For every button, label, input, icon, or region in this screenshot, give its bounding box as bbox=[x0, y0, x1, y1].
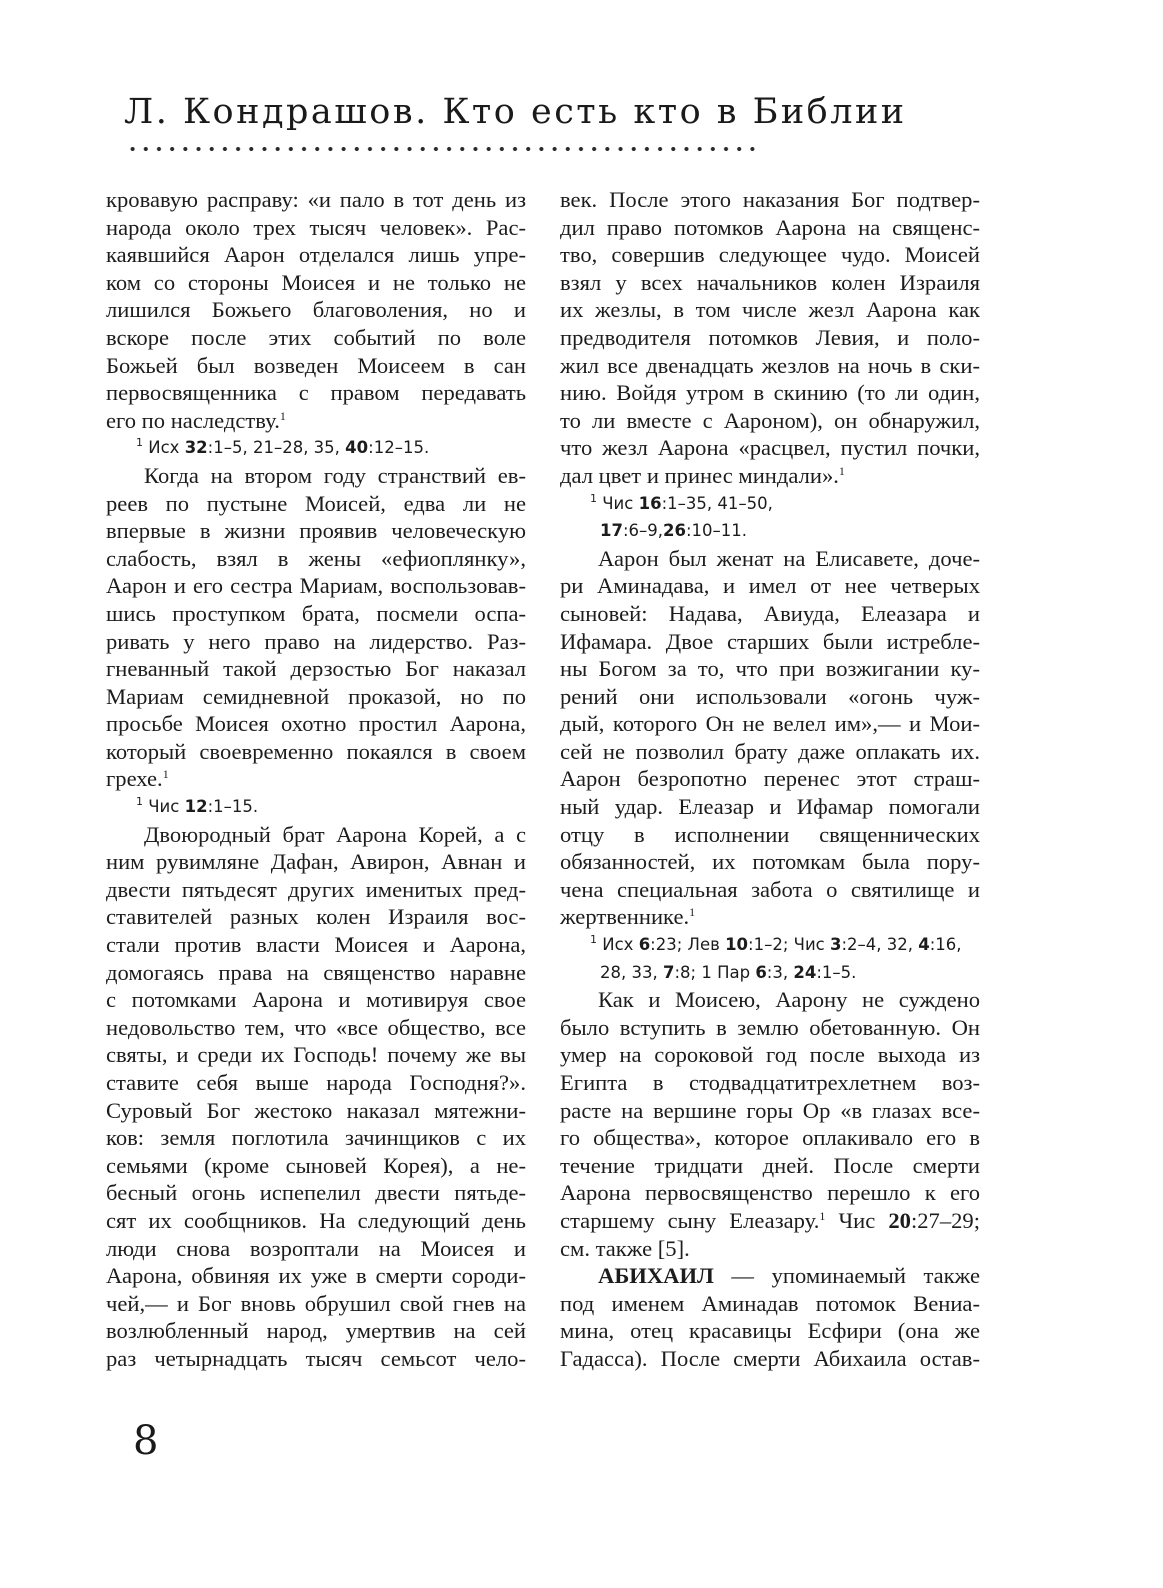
chapter-number: 32 bbox=[184, 438, 208, 458]
line-text: сей не позволил брату даже оплакать их. bbox=[560, 738, 980, 764]
reference-text: :10–11. bbox=[686, 521, 748, 541]
line-text: вскоре после этих событий по воле bbox=[106, 324, 526, 350]
line-text: с потомками Аарона и мотивируя свое bbox=[106, 987, 526, 1013]
reference-text: 28, 33, bbox=[600, 962, 663, 982]
chapter-number: 6 bbox=[638, 935, 651, 955]
text-line bbox=[560, 186, 980, 214]
reference-text: Исх bbox=[148, 438, 185, 458]
text-line bbox=[106, 821, 526, 849]
line-text: течение тридцати дней. После смерти bbox=[560, 1152, 980, 1178]
text-line bbox=[106, 352, 526, 380]
reference-text: :6–9, bbox=[622, 521, 664, 541]
footnote-line bbox=[560, 931, 980, 959]
line-text: домогаясь права на священство наравне bbox=[106, 959, 526, 985]
text-line bbox=[560, 821, 980, 849]
text-line bbox=[106, 1262, 526, 1290]
footnote-line bbox=[106, 434, 526, 462]
footnote-line bbox=[106, 793, 526, 821]
text-line bbox=[560, 738, 980, 766]
text-line bbox=[560, 324, 980, 352]
text-line bbox=[106, 683, 526, 711]
line-text: сыновей: Надава, Авиуда, Елеазара и bbox=[560, 600, 980, 626]
chapter-number: 3 bbox=[830, 935, 842, 955]
text-line bbox=[106, 1014, 526, 1042]
line-text: отцу в исполнении священнических bbox=[560, 821, 980, 847]
text-line bbox=[106, 1345, 526, 1373]
line-text: что жезл Аарона «расцвел, пустил почки, bbox=[560, 435, 980, 461]
text-line bbox=[106, 1041, 526, 1069]
line-text: ный удар. Елеазар и Ифамар помогали bbox=[560, 794, 980, 820]
text-line bbox=[106, 517, 526, 545]
line-text: народа около трех тысяч человек». Рас- bbox=[106, 214, 526, 240]
right-column bbox=[560, 186, 980, 1373]
text-line bbox=[106, 628, 526, 656]
line-text: ком со стороны Моисея и не только не bbox=[106, 269, 526, 295]
text-line bbox=[106, 1317, 526, 1345]
text-line bbox=[106, 545, 526, 573]
line-text: недовольство тем, что «все общество, все bbox=[106, 1014, 526, 1040]
line-text: дый, которого Он не велел им»,— и Мои- bbox=[560, 711, 980, 737]
line-text: умер на сороковой год после выхода из bbox=[560, 1042, 980, 1068]
reference-text: :12–15. bbox=[368, 438, 430, 458]
line-text: гневанный такой дерзостью Бог наказал bbox=[106, 656, 526, 682]
text-line bbox=[560, 1124, 980, 1152]
line-text: обязанностей, их потомкам была пору- bbox=[560, 849, 980, 875]
line-text: Божьей был возведен Моисеем в сан bbox=[106, 352, 526, 378]
text-line bbox=[560, 434, 980, 462]
line-text: дал цвет и принес миндали». bbox=[560, 462, 839, 488]
text-line bbox=[560, 876, 980, 904]
bold-text: 20 bbox=[888, 1207, 911, 1233]
footnote-marker: 1 bbox=[136, 436, 143, 450]
text-line bbox=[106, 710, 526, 738]
line-text: век. После этого наказания Бог подтвер- bbox=[560, 187, 980, 212]
line-text: было вступить в землю обетованную. Он bbox=[560, 1014, 980, 1040]
line-text: жил все двенадцать жезлов на ночь в ски- bbox=[560, 352, 980, 378]
text-line bbox=[106, 986, 526, 1014]
text-line bbox=[560, 572, 980, 600]
footnote-marker: 1 bbox=[279, 408, 286, 423]
chapter-number: 16 bbox=[638, 493, 662, 513]
text-line bbox=[560, 1207, 980, 1235]
footnote-marker: 1 bbox=[819, 1208, 826, 1223]
text-line bbox=[106, 269, 526, 297]
text-line bbox=[106, 959, 526, 987]
text-line bbox=[560, 793, 980, 821]
text-line bbox=[106, 738, 526, 766]
line-text: каявшийся Аарон отделался лишь упре- bbox=[106, 242, 526, 268]
line-text: ков: земля поглотила зачинщиков с их bbox=[106, 1125, 526, 1151]
text-line bbox=[106, 1235, 526, 1263]
text-line bbox=[106, 600, 526, 628]
line-text: его по наследству. bbox=[106, 407, 280, 433]
text-line bbox=[560, 1262, 980, 1290]
line-text: нию. Войдя утром в скинию (то ли один, bbox=[560, 380, 980, 406]
text-line bbox=[560, 1235, 980, 1263]
text-line bbox=[560, 848, 980, 876]
line-text: жертвеннике. bbox=[560, 904, 690, 930]
footnote-marker: 1 bbox=[838, 463, 845, 478]
reference-text: :1–15. bbox=[207, 797, 259, 817]
text-line bbox=[560, 352, 980, 380]
text-line bbox=[560, 407, 980, 435]
footnote-marker: 1 bbox=[590, 933, 597, 947]
text-line bbox=[560, 296, 980, 324]
text-line bbox=[106, 462, 526, 490]
chapter-number: 4 bbox=[918, 935, 930, 955]
reference-text: Исх bbox=[602, 935, 639, 955]
line-text: люди снова возроптали на Моисея и bbox=[106, 1235, 526, 1261]
text-line bbox=[106, 296, 526, 324]
line-text: чей,— и Бог вновь обрушил свой гнев на bbox=[106, 1290, 526, 1316]
line-text: бесный огонь испепелил двести пятьде- bbox=[106, 1180, 526, 1206]
line-text: грехе. bbox=[106, 766, 163, 792]
footnote-marker: 1 bbox=[590, 491, 597, 505]
line-text: сят их сообщников. На следующий день bbox=[106, 1207, 526, 1233]
chapter-number: 26 bbox=[663, 521, 686, 541]
text-line bbox=[106, 572, 526, 600]
text-line bbox=[106, 1124, 526, 1152]
chapter-number: 24 bbox=[793, 962, 817, 982]
reference-text: :3, bbox=[766, 962, 794, 982]
reference-text: :1–5, 21–28, 35, bbox=[207, 438, 346, 458]
text-line bbox=[106, 379, 526, 407]
footnote-marker: 1 bbox=[162, 767, 169, 782]
reference-text: :1–2; Чис bbox=[748, 935, 830, 955]
text-line bbox=[106, 1207, 526, 1235]
text-line bbox=[106, 876, 526, 904]
line-text: :27–29; bbox=[910, 1207, 980, 1233]
footnote-line bbox=[560, 490, 980, 518]
text-line bbox=[106, 407, 526, 435]
text-line bbox=[560, 241, 980, 269]
text-line bbox=[106, 241, 526, 269]
line-text: ны Богом за то, что при возжигании ку- bbox=[560, 656, 980, 682]
chapter-number: 12 bbox=[184, 797, 208, 817]
line-text: Чис bbox=[825, 1207, 889, 1233]
chapter-number: 6 bbox=[755, 962, 767, 982]
text-line bbox=[106, 1097, 526, 1125]
text-line bbox=[560, 1317, 980, 1345]
page-number: 8 bbox=[133, 1418, 159, 1464]
line-text: просьбе Моисея охотно простил Аарона, bbox=[106, 711, 526, 737]
line-text: первосвященника с правом передавать bbox=[106, 380, 526, 406]
footnote-line bbox=[560, 517, 980, 545]
text-line bbox=[106, 214, 526, 242]
text-line bbox=[560, 683, 980, 711]
line-text: Ифамара. Двое старших были истребле- bbox=[560, 628, 980, 654]
chapter-number: 10 bbox=[725, 935, 749, 955]
text-line bbox=[560, 710, 980, 738]
text-line bbox=[106, 1069, 526, 1097]
line-text: ставителей разных колен Израиля вос- bbox=[106, 904, 526, 930]
text-line bbox=[106, 903, 526, 931]
line-text: взял у всех начальников колен Израиля bbox=[560, 269, 980, 295]
line-text: Аарона, обвиняя их уже в смерти сороди- bbox=[106, 1263, 526, 1289]
text-line bbox=[106, 931, 526, 959]
line-text: ним рувимляне Дафан, Авирон, Авнан и bbox=[106, 849, 526, 875]
text-line bbox=[560, 903, 980, 931]
line-text: святы, и среди их Господь! почему же вы bbox=[106, 1042, 526, 1068]
reference-text: Чис bbox=[148, 797, 185, 817]
text-line bbox=[560, 1152, 980, 1180]
line-text: Аарон и его сестра Мариам, воспользовав- bbox=[106, 573, 526, 599]
text-line bbox=[560, 269, 980, 297]
line-text: Аарон безропотно перенес этот страш- bbox=[560, 766, 980, 792]
line-text: лишился Божьего благоволения, но и bbox=[106, 297, 526, 323]
text-line bbox=[106, 1290, 526, 1318]
line-text: Мариам семидневной проказой, но по bbox=[106, 683, 526, 709]
text-line bbox=[106, 1179, 526, 1207]
line-text: рений они использовали «огонь чуж- bbox=[560, 683, 980, 709]
footnote-marker: 1 bbox=[136, 795, 143, 809]
reference-text: :1–5. bbox=[816, 962, 857, 982]
line-text: который своевременно покаялся в своем bbox=[106, 738, 526, 764]
line-text: раз четырнадцать тысяч семьсот чело- bbox=[106, 1345, 526, 1371]
line-text: реев по пустыне Моисей, едва ли не bbox=[106, 490, 526, 516]
line-text: дил право потомков Аарона на священс- bbox=[560, 214, 980, 240]
line-text: впервые в жизни проявив человеческую bbox=[106, 518, 526, 544]
line-text: семьями (кроме сыновей Корея), а не- bbox=[106, 1152, 526, 1178]
text-line bbox=[560, 1179, 980, 1207]
line-text: ри Аминадава, и имел от нее четверых bbox=[560, 573, 980, 599]
reference-text: Чис bbox=[602, 493, 639, 513]
line-text: ставите себя выше народа Господня?». bbox=[106, 1070, 526, 1095]
dotted-rule bbox=[126, 146, 760, 152]
reference-text: :23; Лев bbox=[650, 935, 726, 955]
line-text: под именем Аминадав потомок Вениа- bbox=[560, 1290, 980, 1316]
line-text: — упоминаемый также bbox=[713, 1263, 980, 1289]
line-text: расте на вершине горы Ор «в глазах все- bbox=[560, 1097, 980, 1123]
line-text: мина, отец красавицы Есфири (она же bbox=[560, 1318, 980, 1344]
text-line bbox=[106, 655, 526, 683]
line-text: тво, совершив следующее чудо. Моисей bbox=[560, 242, 980, 268]
line-text: ривать у него право на лидерство. Раз- bbox=[106, 628, 526, 654]
text-line bbox=[106, 186, 526, 214]
line-text: их жезлы, в том числе жезл Аарона как bbox=[560, 297, 980, 323]
text-line bbox=[106, 1152, 526, 1180]
text-line bbox=[106, 848, 526, 876]
text-line bbox=[560, 600, 980, 628]
text-line bbox=[560, 628, 980, 656]
footnote-line bbox=[560, 959, 980, 987]
bold-text: АБИХАИЛ bbox=[598, 1263, 714, 1289]
text-line bbox=[560, 765, 980, 793]
text-line bbox=[560, 655, 980, 683]
line-text: слабость, взял в жены «ефиоплянку», bbox=[106, 545, 526, 571]
footnote-marker: 1 bbox=[689, 905, 696, 920]
line-text: то ли вместе с Аароном), он обнаружил, bbox=[560, 407, 980, 433]
text-line bbox=[560, 1014, 980, 1042]
reference-text: :1–35, 41–50, bbox=[661, 493, 773, 513]
chapter-number: 7 bbox=[662, 962, 675, 982]
line-text: Гадасса). После смерти Абихаила остав- bbox=[560, 1345, 980, 1371]
text-line bbox=[560, 1097, 980, 1125]
text-line bbox=[560, 1041, 980, 1069]
line-text: предводителя потомков Левия, и поло- bbox=[560, 324, 980, 350]
line-text: Египта в стодвадцатитрехлетнем воз- bbox=[560, 1070, 980, 1095]
running-header: Л. Кондрашов. Кто есть кто в Библии bbox=[124, 92, 907, 132]
text-line bbox=[560, 545, 980, 573]
line-text: см. также [5]. bbox=[560, 1235, 690, 1261]
line-text: Когда на втором году странствий ев- bbox=[144, 462, 526, 488]
text-line bbox=[106, 765, 526, 793]
line-text: Аарон был женат на Елисавете, доче- bbox=[598, 545, 980, 571]
text-line bbox=[106, 490, 526, 518]
chapter-number: 40 bbox=[345, 438, 369, 458]
line-text: старшему сыну Елеазару. bbox=[560, 1207, 820, 1233]
line-text: чена специальная забота о святилище и bbox=[560, 876, 980, 902]
line-text: Двоюродный брат Аарона Корей, а с bbox=[144, 821, 526, 847]
chapter-number: 17 bbox=[600, 521, 623, 541]
line-text: кровавую расправу: «и пало в тот день из bbox=[106, 187, 526, 212]
line-text: шись проступком брата, посмели оспа- bbox=[106, 600, 526, 626]
reference-text: :2–4, 32, bbox=[841, 935, 919, 955]
line-text: стали против власти Моисея и Аарона, bbox=[106, 932, 526, 958]
line-text: Суровый Бог жестоко наказал мятежни- bbox=[106, 1097, 526, 1123]
text-line bbox=[560, 214, 980, 242]
line-text: Аарона первосвященство перешло к его bbox=[560, 1180, 980, 1206]
text-line bbox=[560, 1290, 980, 1318]
reference-text: :16, bbox=[929, 935, 962, 955]
line-text: Как и Моисею, Аарону не суждено bbox=[598, 987, 980, 1013]
line-text: двести пятьдесят других именитых пред- bbox=[106, 876, 526, 902]
left-column bbox=[106, 186, 526, 1373]
reference-text: :8; 1 Пар bbox=[674, 962, 756, 982]
text-line bbox=[560, 1345, 980, 1373]
text-line bbox=[106, 324, 526, 352]
line-text: го общества», которое оплакивало его в bbox=[560, 1125, 980, 1151]
text-line bbox=[560, 379, 980, 407]
text-line bbox=[560, 1069, 980, 1097]
text-line bbox=[560, 986, 980, 1014]
line-text: возлюбленный народ, умертвив на сей bbox=[106, 1318, 526, 1344]
text-line bbox=[560, 462, 980, 490]
